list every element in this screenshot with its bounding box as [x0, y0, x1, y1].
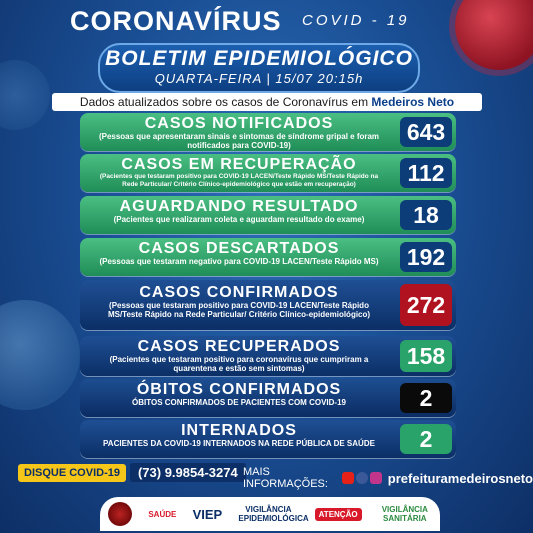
card-desc: (Pessoas que testaram negativo para COVID-19 LACEN/Teste Rápido MS)	[99, 257, 379, 266]
card-title: ÓBITOS CONFIRMADOS	[136, 381, 342, 398]
vigilancia-sanitaria-logo: VIGILÂNCIA SANITÁRIA	[381, 505, 428, 523]
card-desc: (Pessoas que testaram positivo para COVID-19 LACEN/Teste Rápido MS/Teste Rápido na Rede Particular/ Critério Clínico-epidemiológico)	[107, 301, 371, 319]
footer-logos	[100, 497, 440, 531]
virus-icon	[0, 300, 80, 410]
card-value: 112	[400, 158, 452, 188]
card-value: 18	[400, 200, 452, 230]
virus-icon	[455, 0, 533, 70]
card-recuperados	[80, 336, 456, 376]
card-notificados	[80, 113, 456, 151]
info-strip-text: Dados atualizados sobre os casos de Coronavírus em	[79, 95, 369, 109]
card-recuperacao	[80, 154, 456, 192]
card-aguardando	[80, 196, 456, 234]
card-value: 2	[400, 424, 452, 454]
more-info-label: MAIS INFORMAÇÕES:	[243, 466, 328, 490]
card-desc: (Pacientes que testaram positivo para COVID-19 LACEN/Teste Rápido MS/Teste Rápido na Rede Particular/ Critério Clínico-epidemiológico que estão em recuperação)	[99, 173, 379, 188]
city-seal-icon	[108, 502, 132, 526]
card-desc: (Pessoas que apresentaram sinais e sintomas de síndrome gripal e foram notificados para COVID-19)	[98, 132, 380, 150]
facebook-icon[interactable]	[356, 472, 368, 484]
bulletin-banner	[98, 43, 420, 93]
card-desc: ÓBITOS CONFIRMADOS DE PACIENTES COM COVID-19	[132, 398, 346, 407]
card-obitos	[80, 379, 456, 417]
card-value: 2	[400, 383, 452, 413]
card-confirmados	[80, 280, 456, 330]
more-info	[243, 466, 533, 490]
hotline-label: DISQUE COVID-19	[18, 464, 126, 482]
page-title: CORONAVÍRUS	[70, 6, 282, 36]
card-title: CASOS DESCARTADOS	[138, 240, 340, 257]
atencao-logo: ATENÇÃO	[315, 508, 362, 521]
hotline	[18, 463, 246, 482]
card-title: INTERNADOS	[181, 422, 297, 439]
card-title: CASOS EM RECUPERAÇÃO	[121, 156, 357, 173]
card-title: CASOS NOTIFICADOS	[144, 115, 334, 132]
card-internados	[80, 420, 456, 458]
card-value: 192	[400, 242, 452, 272]
card-descartados	[80, 238, 456, 276]
card-title: CASOS RECUPERADOS	[137, 338, 341, 355]
card-desc: (Pacientes que realizaram coleta e aguardam resultado do exame)	[113, 215, 365, 224]
vigilancia-epidemiologica-logo: VIGILÂNCIA EPIDEMIOLÓGICA	[238, 505, 309, 523]
viep-logo: VIEP	[192, 506, 223, 522]
card-desc: PACIENTES DA COVID-19 INTERNADOS NA REDE PÚBLICA DE SAÚDE	[103, 439, 375, 448]
card-value: 643	[400, 117, 452, 147]
bulletin-date: QUARTA-FEIRA | 15/07 20:15h	[154, 71, 364, 86]
card-value: 158	[400, 340, 452, 372]
card-value: 272	[400, 284, 452, 326]
virus-icon	[0, 60, 50, 130]
bulletin-title: BOLETIM EPIDEMIOLÓGICO	[105, 47, 413, 70]
card-title: AGUARDANDO RESULTADO	[119, 198, 359, 215]
city-name: Medeiros Neto	[371, 95, 455, 109]
hotline-phone[interactable]: (73) 9.9854-3274	[130, 463, 246, 482]
card-desc: (Pacientes que testaram positivo para coronavírus que cumpriram a quarentena e estão sem sintomas)	[109, 355, 369, 373]
instagram-icon[interactable]	[370, 472, 382, 484]
card-title: CASOS CONFIRMADOS	[139, 284, 339, 301]
saude-logo: SAÚDE	[148, 509, 177, 519]
info-strip	[52, 93, 482, 111]
youtube-icon[interactable]	[342, 472, 354, 484]
page-subtitle: COVID - 19	[302, 12, 410, 29]
social-handle[interactable]: prefeituramedeirosneto	[387, 470, 533, 486]
